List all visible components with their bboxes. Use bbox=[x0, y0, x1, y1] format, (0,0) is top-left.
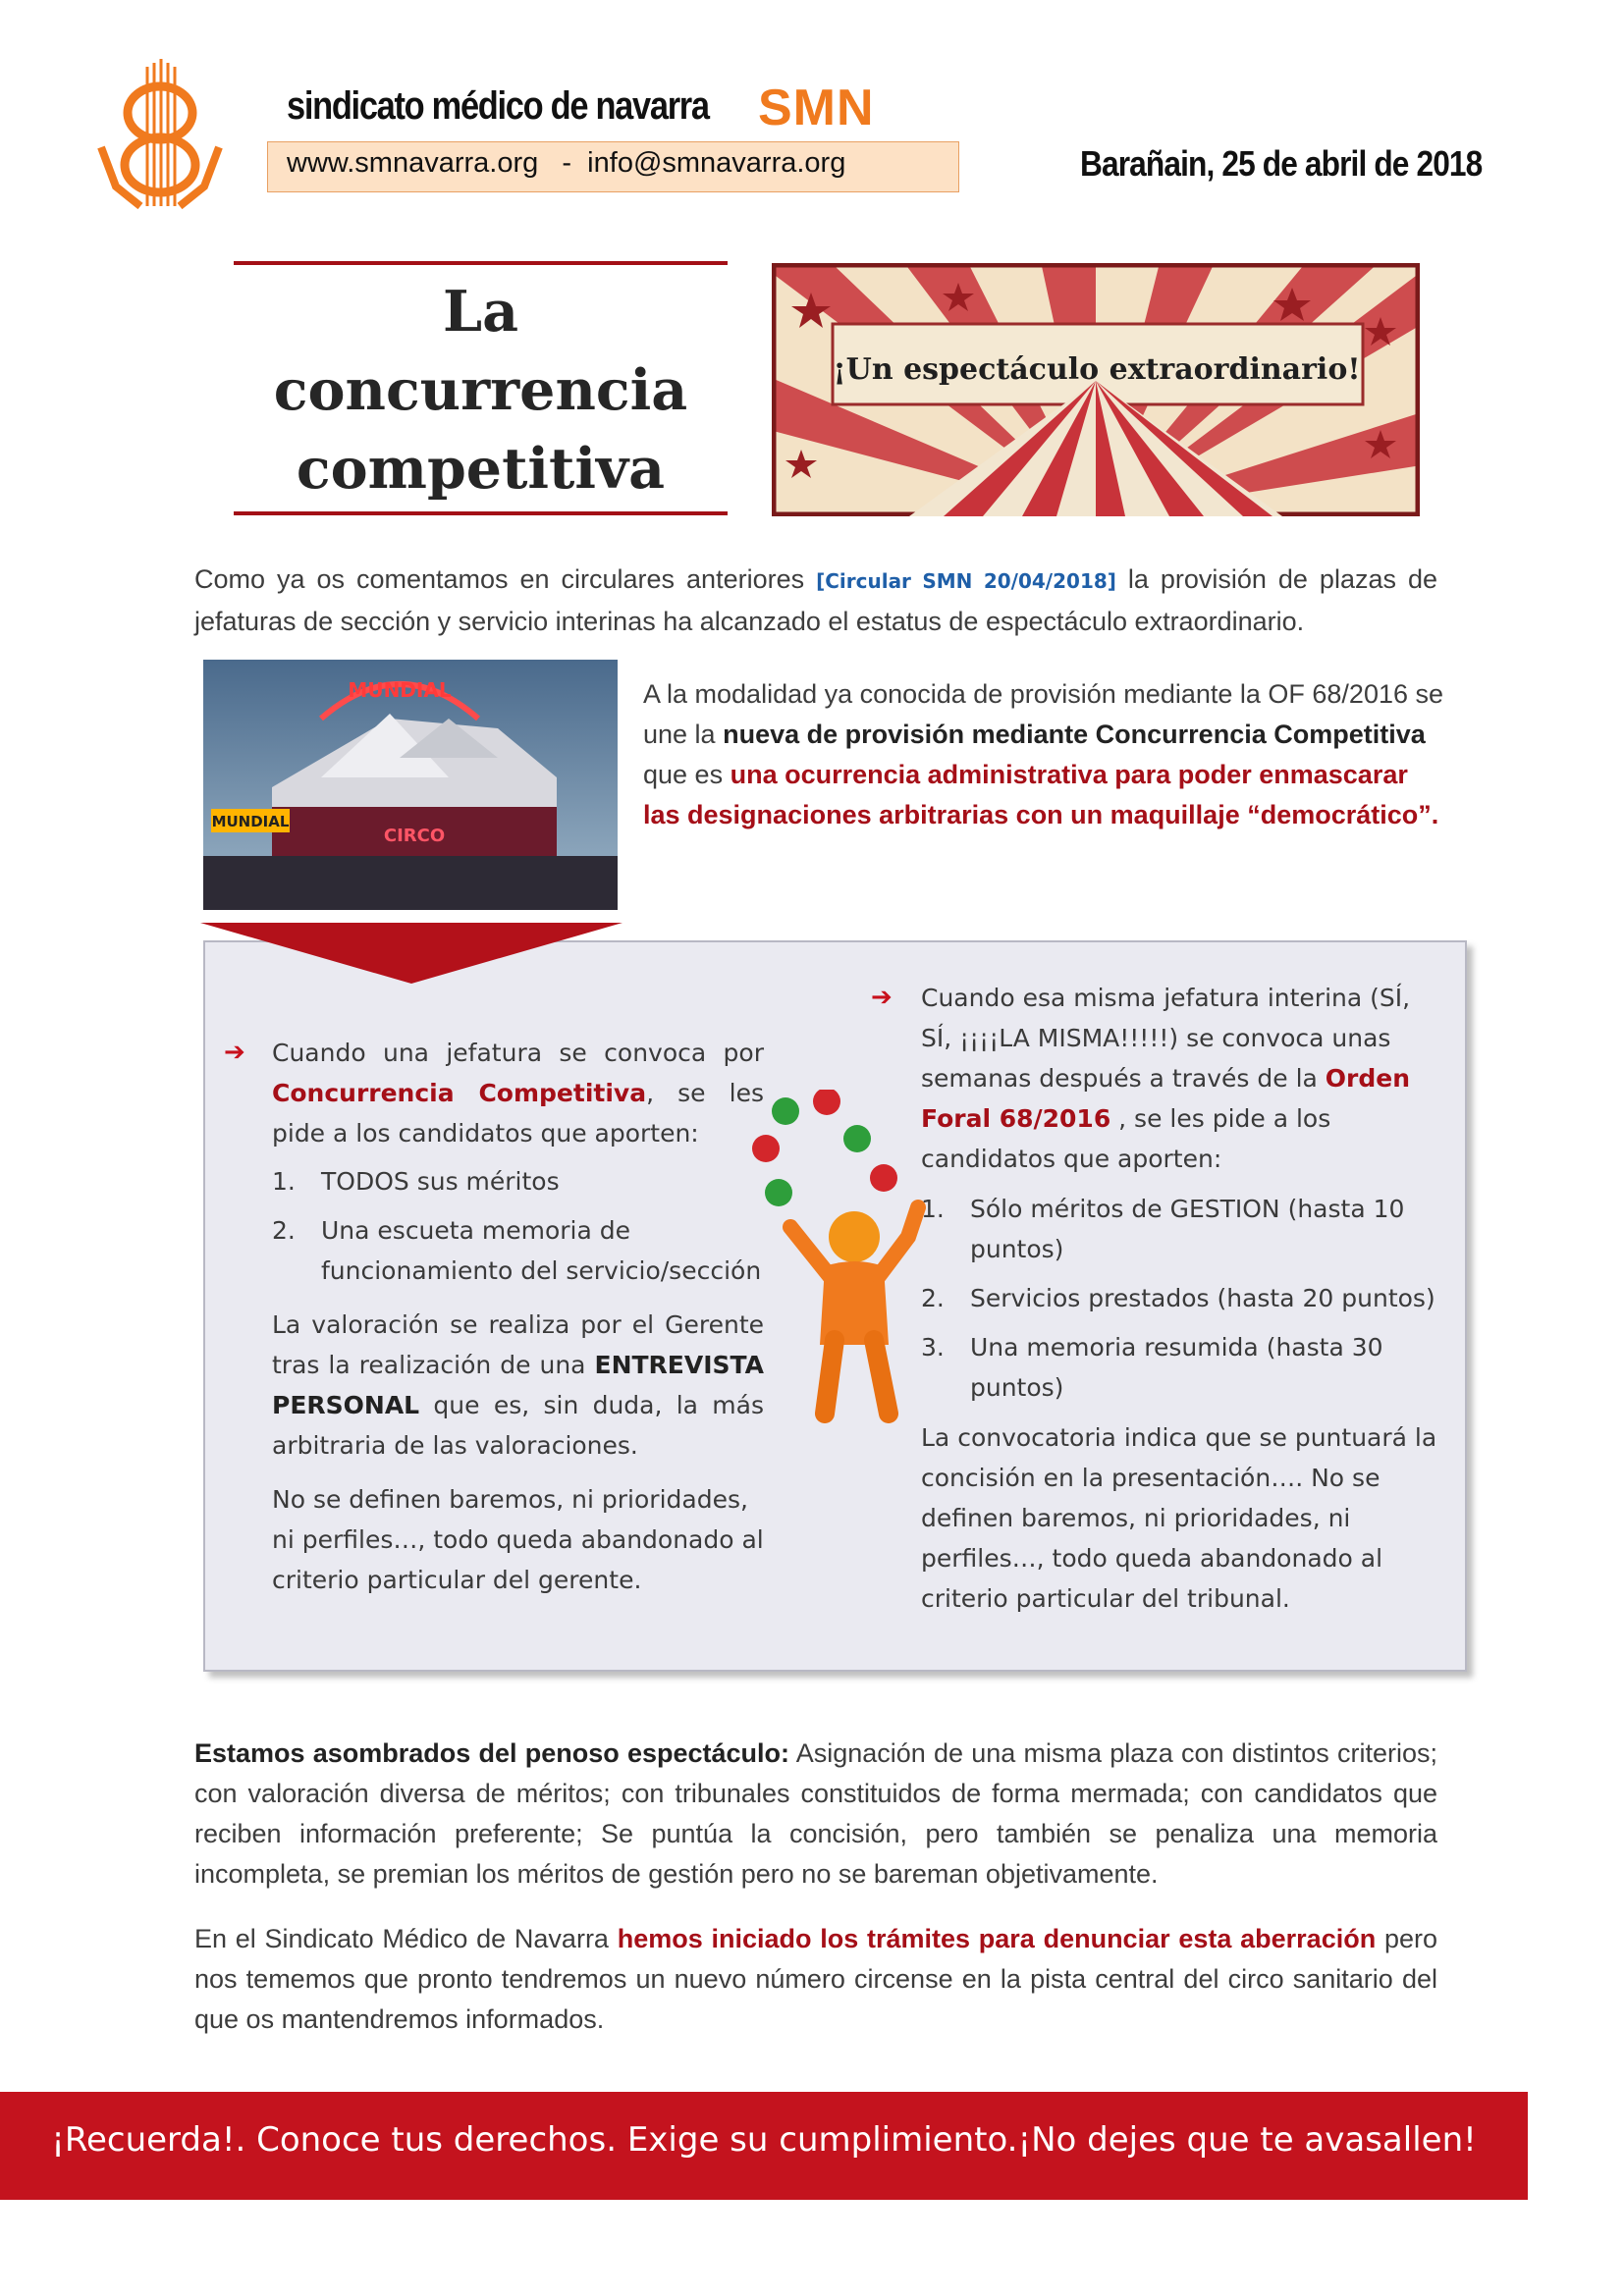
eval-text-end: que es, sin duda, la más arbitraria de las valoraciones. bbox=[272, 1391, 764, 1460]
title-top-rule bbox=[234, 261, 728, 265]
organization-acronym: SMN bbox=[758, 80, 875, 136]
left-closing: No se definen baremos, ni prioridades, ni perfiles…, todo queda abandonado al criterio particular del gerente. bbox=[272, 1485, 764, 1594]
list-item-text: Sólo méritos de GESTION (hasta 10 puntos) bbox=[970, 1195, 1405, 1263]
title-line: La bbox=[442, 279, 518, 345]
action-text-end: pero nos tememos que pronto tendremos un nuevo número circense en la pista central del circo sanitario del que os mantendremos informados. bbox=[194, 1924, 1437, 2034]
intro-text: Como ya os comentamos en circulares anteriores bbox=[194, 564, 817, 594]
list-item: 2. Una escueta memoria de funcionamiento del servicio/sección bbox=[272, 1210, 764, 1291]
modality-red-highlight: una ocurrencia administrativa para poder enmascarar las designaciones arbitrarias con un maquillaje “democrático”. bbox=[643, 760, 1439, 829]
list-item: 2. Servicios prestados (hasta 20 puntos) bbox=[921, 1278, 1440, 1318]
page-title bbox=[234, 273, 728, 508]
photo-sign-top: MUNDIAL bbox=[348, 678, 452, 702]
right-lead-red: Orden Foral 68/2016 bbox=[921, 1064, 1411, 1133]
arrow-bullet-icon: ➔ bbox=[871, 983, 893, 1012]
arrow-bullet-icon: ➔ bbox=[224, 1038, 245, 1067]
list-item: 1. Sólo méritos de GESTION (hasta 10 puntos) bbox=[921, 1189, 1440, 1269]
eval-bold: ENTREVISTA PERSONAL bbox=[272, 1351, 764, 1419]
title-bottom-rule bbox=[234, 511, 728, 515]
left-lead-end: , se les pide a los candidatos que aporten: bbox=[272, 1079, 764, 1148]
right-lead-end: , se les pide a los candidatos que aporten: bbox=[921, 1104, 1331, 1173]
list-item-text: TODOS sus méritos bbox=[321, 1167, 560, 1196]
modality-text: que es bbox=[643, 760, 731, 789]
photo-sign-left: MUNDIAL bbox=[211, 813, 290, 830]
left-lead: Cuando una jefatura se convoca por bbox=[272, 1039, 764, 1067]
smn-logo bbox=[96, 59, 224, 216]
title-line: concurrencia bbox=[273, 357, 688, 423]
list-item: 3. Una memoria resumida (hasta 30 puntos) bbox=[921, 1327, 1440, 1408]
left-lead-red: Concurrencia Competitiva bbox=[272, 1079, 647, 1107]
intro-paragraph bbox=[194, 560, 1437, 642]
conclusion-paragraph bbox=[194, 1734, 1437, 1895]
action-paragraph bbox=[194, 1919, 1437, 2040]
modality-paragraph bbox=[643, 674, 1443, 835]
circus-banner-image bbox=[772, 263, 1420, 516]
conclusion-lead: Estamos asombrados del penoso espectáculo: bbox=[194, 1738, 790, 1768]
left-column bbox=[224, 1033, 764, 1600]
footer-slogan: ¡Recuerda!. Conoce tus derechos. Exige su cumplimiento.¡No dejes que te avasallen! bbox=[51, 2120, 1477, 2160]
right-column bbox=[871, 978, 1440, 1619]
banner-caption: ¡Un espectáculo extraordinario! bbox=[833, 352, 1361, 387]
right-closing: La convocatoria indica que se puntuará la concisión en la presentación…. No se definen baremos, ni prioridades, ni perfiles…, todo queda abandonado al criterio particular del tribunal. bbox=[921, 1423, 1437, 1613]
list-item-text: Servicios prestados (hasta 20 puntos) bbox=[970, 1284, 1435, 1312]
action-highlight: hemos iniciado los trámites para denunciar esta aberración bbox=[617, 1924, 1377, 1953]
right-lead: Cuando esa misma jefatura interina (SÍ, SÍ, ¡¡¡¡LA MISMA!!!!!) se convoca unas semanas después a través de la bbox=[921, 984, 1411, 1093]
title-line: competitiva bbox=[296, 436, 666, 502]
document-date: Barañain, 25 de abril de 2018 bbox=[1080, 143, 1483, 184]
intro-text-continued: la provisión de plazas de jefaturas de sección y servicio interinas ha alcanzado el estatus de espectáculo extraordinario. bbox=[194, 564, 1437, 636]
eval-text: La valoración se realiza por el Gerente tras la realización de una bbox=[272, 1310, 764, 1379]
circular-reference: [Circular SMN 20/04/2018] bbox=[816, 569, 1116, 593]
organization-name: sindicato médico de navarra bbox=[287, 84, 709, 128]
conclusion-text: Asignación de una misma plaza con distintos criterios; con valoración diversa de méritos; con tribunales constituidos de forma mermada; con candidatos que reciben información preferente; Se puntúa la concisión, pero también se penaliza una memoria incompleta, se premian los méritos de gestión pero no se bareman objetivamente. bbox=[194, 1738, 1437, 1889]
ribbon-arrow bbox=[200, 923, 623, 984]
action-text: En el Sindicato Médico de Navarra bbox=[194, 1924, 618, 1953]
list-item: 1. TODOS sus méritos bbox=[272, 1161, 764, 1201]
photo-sign-bottom: CIRCO bbox=[383, 826, 446, 846]
contact-line: www.smnavarra.org - info@smnavarra.org bbox=[287, 147, 846, 179]
left-evaluation bbox=[272, 1305, 764, 1466]
list-item-text: Una escueta memoria de funcionamiento del servicio/sección bbox=[321, 1216, 762, 1285]
list-item-text: Una memoria resumida (hasta 30 puntos) bbox=[970, 1333, 1383, 1402]
circus-tent-photo bbox=[203, 660, 618, 910]
modality-text: A la modalidad ya conocida de provisión mediante la OF 68/2016 se une la bbox=[643, 679, 1444, 749]
modality-highlight: nueva de provisión mediante Concurrencia Competitiva bbox=[723, 720, 1426, 749]
